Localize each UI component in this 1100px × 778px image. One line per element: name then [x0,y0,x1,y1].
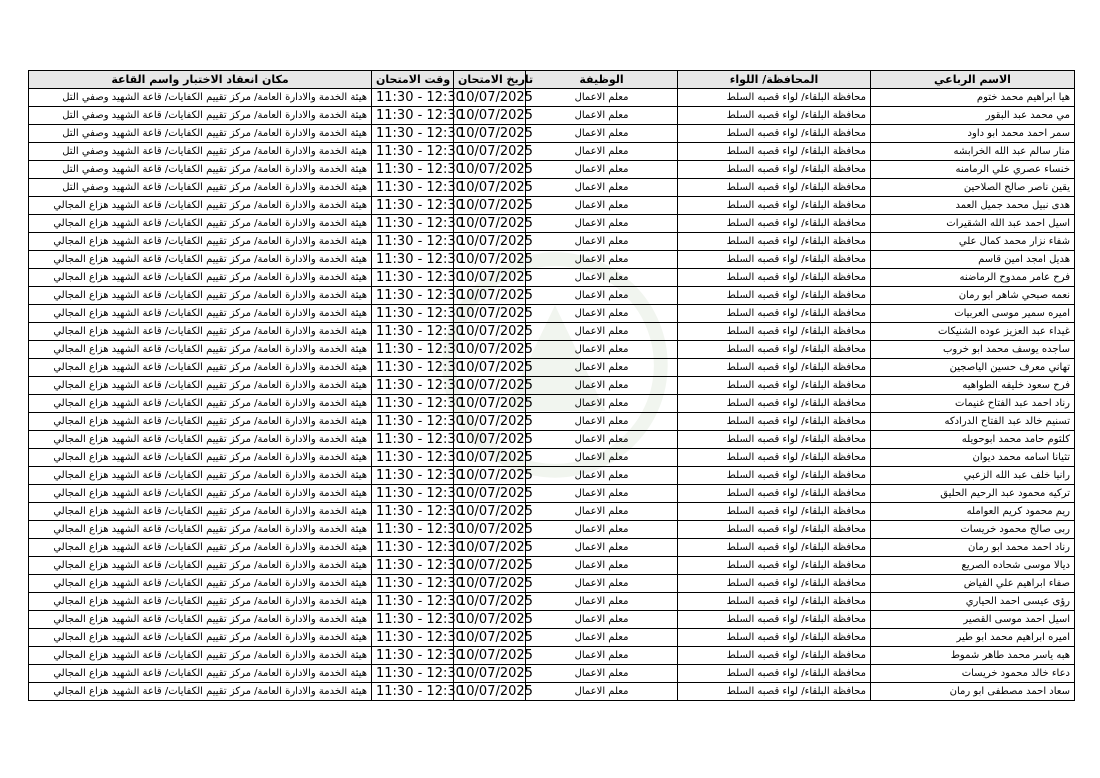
cell-full-name: نعمه صبحي شاهر ابو رمان [871,287,1075,305]
cell-governorate: محافظة البلقاء/ لواء قصبه السلط [678,521,871,539]
cell-job: معلم الاعمال [526,305,678,323]
cell-full-name: اسيل احمد عبد الله الشقيرات [871,215,1075,233]
cell-job: معلم الاعمال [526,449,678,467]
cell-exam-time: 11:30 - 12:30 [372,683,454,701]
cell-exam-time: 11:30 - 12:30 [372,269,454,287]
cell-exam-place: هيئة الخدمة والادارة العامة/ مركز تقييم الكفايات/ قاعة الشهيد هزاع المجالي [29,665,372,683]
cell-full-name: هديل امجد امين قاسم [871,251,1075,269]
cell-full-name: مي محمد عبد البقور [871,107,1075,125]
table-row [29,485,1075,503]
table-row [29,341,1075,359]
cell-exam-date: 10/07/2025 [454,89,526,107]
header-governorate: المحافظة/ اللواء [678,71,871,89]
table-row [29,89,1075,107]
cell-job: معلم الاعمال [526,431,678,449]
table-row [29,575,1075,593]
table-header-row [29,71,1075,89]
cell-exam-place: هيئة الخدمة والادارة العامة/ مركز تقييم الكفايات/ قاعة الشهيد هزاع المجالي [29,683,372,701]
table-row [29,593,1075,611]
cell-exam-date: 10/07/2025 [454,251,526,269]
cell-governorate: محافظة البلقاء/ لواء قصبه السلط [678,269,871,287]
cell-full-name: ريم محمود كريم العوامله [871,503,1075,521]
cell-job: معلم الاعمال [526,89,678,107]
cell-full-name: ربى صالح محمود خريسات [871,521,1075,539]
cell-governorate: محافظة البلقاء/ لواء قصبه السلط [678,107,871,125]
cell-job: معلم الاعمال [526,683,678,701]
table-row [29,503,1075,521]
cell-exam-place: هيئة الخدمة والادارة العامة/ مركز تقييم الكفايات/ قاعة الشهيد هزاع المجالي [29,413,372,431]
cell-exam-date: 10/07/2025 [454,503,526,521]
cell-full-name: ساجده يوسف محمد ابو خروب [871,341,1075,359]
cell-exam-time: 11:30 - 12:30 [372,359,454,377]
cell-governorate: محافظة البلقاء/ لواء قصبه السلط [678,233,871,251]
cell-governorate: محافظة البلقاء/ لواء قصبه السلط [678,89,871,107]
cell-exam-date: 10/07/2025 [454,611,526,629]
cell-exam-place: هيئة الخدمة والادارة العامة/ مركز تقييم الكفايات/ قاعة الشهيد هزاع المجالي [29,611,372,629]
cell-full-name: رناد احمد عبد الفتاح غنيمات [871,395,1075,413]
cell-exam-place: هيئة الخدمة والادارة العامة/ مركز تقييم الكفايات/ قاعة الشهيد هزاع المجالي [29,197,372,215]
table-row [29,215,1075,233]
cell-governorate: محافظة البلقاء/ لواء قصبه السلط [678,431,871,449]
cell-exam-time: 11:30 - 12:30 [372,233,454,251]
cell-full-name: شفاء نزار محمد كمال علي [871,233,1075,251]
cell-job: معلم الاعمال [526,251,678,269]
cell-exam-date: 10/07/2025 [454,575,526,593]
cell-exam-time: 11:30 - 12:30 [372,467,454,485]
cell-job: معلم الاعمال [526,287,678,305]
cell-exam-time: 11:30 - 12:30 [372,251,454,269]
cell-full-name: هيا ابراهيم محمد ختوم [871,89,1075,107]
table-row [29,251,1075,269]
cell-exam-place: هيئة الخدمة والادارة العامة/ مركز تقييم الكفايات/ قاعة الشهيد هزاع المجالي [29,521,372,539]
cell-exam-date: 10/07/2025 [454,665,526,683]
cell-exam-date: 10/07/2025 [454,143,526,161]
cell-full-name: رؤى عيسى احمد الحياري [871,593,1075,611]
header-full-name: الاسم الرباعي [871,71,1075,89]
cell-exam-date: 10/07/2025 [454,629,526,647]
table-row [29,539,1075,557]
cell-exam-date: 10/07/2025 [454,323,526,341]
cell-exam-time: 11:30 - 12:30 [372,161,454,179]
cell-exam-place: هيئة الخدمة والادارة العامة/ مركز تقييم الكفايات/ قاعة الشهيد هزاع المجالي [29,233,372,251]
cell-exam-time: 11:30 - 12:30 [372,485,454,503]
cell-job: معلم الاعمال [526,593,678,611]
cell-exam-date: 10/07/2025 [454,161,526,179]
cell-full-name: رانيا خلف عبد الله الزعبي [871,467,1075,485]
cell-governorate: محافظة البلقاء/ لواء قصبه السلط [678,683,871,701]
cell-exam-date: 10/07/2025 [454,539,526,557]
cell-governorate: محافظة البلقاء/ لواء قصبه السلط [678,341,871,359]
cell-exam-time: 11:30 - 12:30 [372,125,454,143]
table-row [29,233,1075,251]
table-row [29,431,1075,449]
cell-exam-place: هيئة الخدمة والادارة العامة/ مركز تقييم الكفايات/ قاعة الشهيد هزاع المجالي [29,539,372,557]
cell-full-name: منار سالم عبد الله الخرابشه [871,143,1075,161]
cell-job: معلم الاعمال [526,269,678,287]
cell-exam-date: 10/07/2025 [454,305,526,323]
cell-job: معلم الاعمال [526,323,678,341]
cell-exam-time: 11:30 - 12:30 [372,107,454,125]
cell-full-name: تركيه محمود عبد الرحيم الحليق [871,485,1075,503]
cell-exam-place: هيئة الخدمة والادارة العامة/ مركز تقييم الكفايات/ قاعة الشهيد هزاع المجالي [29,593,372,611]
cell-full-name: يقين ناصر صالح الصلاحين [871,179,1075,197]
cell-governorate: محافظة البلقاء/ لواء قصبه السلط [678,377,871,395]
table-row [29,647,1075,665]
cell-exam-date: 10/07/2025 [454,179,526,197]
cell-full-name: تسنيم خالد عبد الفتاح الدرادكه [871,413,1075,431]
cell-job: معلم الاعمال [526,359,678,377]
table-row [29,467,1075,485]
cell-full-name: دعاء خالد محمود خريسات [871,665,1075,683]
cell-governorate: محافظة البلقاء/ لواء قصبه السلط [678,503,871,521]
cell-exam-time: 11:30 - 12:30 [372,341,454,359]
cell-full-name: هدى نبيل محمد جميل العمد [871,197,1075,215]
cell-full-name: كلثوم حامد محمد ابوحويله [871,431,1075,449]
cell-exam-date: 10/07/2025 [454,125,526,143]
table-row [29,449,1075,467]
cell-exam-time: 11:30 - 12:30 [372,503,454,521]
cell-exam-time: 11:30 - 12:30 [372,593,454,611]
cell-governorate: محافظة البلقاء/ لواء قصبه السلط [678,557,871,575]
cell-exam-place: هيئة الخدمة والادارة العامة/ مركز تقييم الكفايات/ قاعة الشهيد وصفي التل [29,143,372,161]
cell-job: معلم الاعمال [526,233,678,251]
cell-governorate: محافظة البلقاء/ لواء قصبه السلط [678,143,871,161]
cell-governorate: محافظة البلقاء/ لواء قصبه السلط [678,251,871,269]
cell-exam-time: 11:30 - 12:30 [372,647,454,665]
cell-full-name: فرح سعود خليفه الطواهيه [871,377,1075,395]
cell-governorate: محافظة البلقاء/ لواء قصبه السلط [678,161,871,179]
cell-exam-place: هيئة الخدمة والادارة العامة/ مركز تقييم الكفايات/ قاعة الشهيد وصفي التل [29,107,372,125]
cell-exam-place: هيئة الخدمة والادارة العامة/ مركز تقييم الكفايات/ قاعة الشهيد وصفي التل [29,161,372,179]
cell-job: معلم الاعمال [526,125,678,143]
cell-job: معلم الاعمال [526,179,678,197]
cell-full-name: اميره ابراهيم محمد ابو طير [871,629,1075,647]
cell-governorate: محافظة البلقاء/ لواء قصبه السلط [678,449,871,467]
cell-job: معلم الاعمال [526,557,678,575]
cell-full-name: اسيل احمد موسى القصير [871,611,1075,629]
cell-exam-time: 11:30 - 12:30 [372,413,454,431]
table-row [29,197,1075,215]
cell-job: معلم الاعمال [526,107,678,125]
cell-full-name: رناد احمد محمد ابو رمان [871,539,1075,557]
cell-exam-place: هيئة الخدمة والادارة العامة/ مركز تقييم الكفايات/ قاعة الشهيد هزاع المجالي [29,449,372,467]
cell-exam-place: هيئة الخدمة والادارة العامة/ مركز تقييم الكفايات/ قاعة الشهيد هزاع المجالي [29,269,372,287]
cell-governorate: محافظة البلقاء/ لواء قصبه السلط [678,593,871,611]
cell-job: معلم الاعمال [526,143,678,161]
cell-governorate: محافظة البلقاء/ لواء قصبه السلط [678,287,871,305]
cell-exam-place: هيئة الخدمة والادارة العامة/ مركز تقييم الكفايات/ قاعة الشهيد هزاع المجالي [29,485,372,503]
table-row [29,161,1075,179]
cell-full-name: صفاء ابراهيم علي الفياض [871,575,1075,593]
cell-exam-time: 11:30 - 12:30 [372,89,454,107]
header-exam-place: مكان انعقاد الاختبار واسم القاعة [29,71,372,89]
table-row [29,107,1075,125]
cell-exam-time: 11:30 - 12:30 [372,197,454,215]
cell-full-name: سعاد احمد مصطفى ابو رمان [871,683,1075,701]
cell-job: معلم الاعمال [526,629,678,647]
cell-exam-place: هيئة الخدمة والادارة العامة/ مركز تقييم الكفايات/ قاعة الشهيد هزاع المجالي [29,377,372,395]
cell-exam-date: 10/07/2025 [454,107,526,125]
cell-full-name: خنساء عصري علي الرمامنه [871,161,1075,179]
cell-governorate: محافظة البلقاء/ لواء قصبه السلط [678,665,871,683]
cell-exam-date: 10/07/2025 [454,557,526,575]
cell-governorate: محافظة البلقاء/ لواء قصبه السلط [678,647,871,665]
cell-exam-date: 10/07/2025 [454,233,526,251]
cell-exam-place: هيئة الخدمة والادارة العامة/ مركز تقييم الكفايات/ قاعة الشهيد هزاع المجالي [29,575,372,593]
cell-exam-date: 10/07/2025 [454,683,526,701]
cell-job: معلم الاعمال [526,467,678,485]
table-row [29,143,1075,161]
table-row [29,269,1075,287]
cell-job: معلم الاعمال [526,647,678,665]
cell-full-name: غيداء عبد العزيز عوده الشنيكات [871,323,1075,341]
table-row [29,179,1075,197]
cell-exam-time: 11:30 - 12:30 [372,179,454,197]
cell-job: معلم الاعمال [526,413,678,431]
cell-exam-date: 10/07/2025 [454,413,526,431]
cell-exam-place: هيئة الخدمة والادارة العامة/ مركز تقييم الكفايات/ قاعة الشهيد هزاع المجالي [29,359,372,377]
cell-exam-date: 10/07/2025 [454,647,526,665]
cell-exam-place: هيئة الخدمة والادارة العامة/ مركز تقييم الكفايات/ قاعة الشهيد هزاع المجالي [29,467,372,485]
cell-exam-place: هيئة الخدمة والادارة العامة/ مركز تقييم الكفايات/ قاعة الشهيد هزاع المجالي [29,251,372,269]
table-row [29,521,1075,539]
header-job: الوظيفة [526,71,678,89]
table-row [29,665,1075,683]
table-row [29,395,1075,413]
cell-exam-date: 10/07/2025 [454,449,526,467]
cell-full-name: تثيانا اسامه محمد ديوان [871,449,1075,467]
cell-exam-date: 10/07/2025 [454,377,526,395]
cell-exam-place: هيئة الخدمة والادارة العامة/ مركز تقييم الكفايات/ قاعة الشهيد هزاع المجالي [29,305,372,323]
cell-exam-time: 11:30 - 12:30 [372,431,454,449]
cell-job: معلم الاعمال [526,161,678,179]
cell-job: معلم الاعمال [526,395,678,413]
table-row [29,323,1075,341]
cell-governorate: محافظة البلقاء/ لواء قصبه السلط [678,395,871,413]
cell-exam-time: 11:30 - 12:30 [372,539,454,557]
cell-governorate: محافظة البلقاء/ لواء قصبه السلط [678,629,871,647]
cell-exam-place: هيئة الخدمة والادارة العامة/ مركز تقييم الكفايات/ قاعة الشهيد هزاع المجالي [29,341,372,359]
cell-exam-time: 11:30 - 12:30 [372,323,454,341]
cell-job: معلم الاعمال [526,575,678,593]
cell-exam-time: 11:30 - 12:30 [372,305,454,323]
cell-job: معلم الاعمال [526,665,678,683]
cell-exam-date: 10/07/2025 [454,197,526,215]
cell-governorate: محافظة البلقاء/ لواء قصبه السلط [678,179,871,197]
table-row [29,305,1075,323]
cell-governorate: محافظة البلقاء/ لواء قصبه السلط [678,575,871,593]
cell-exam-place: هيئة الخدمة والادارة العامة/ مركز تقييم الكفايات/ قاعة الشهيد هزاع المجالي [29,557,372,575]
cell-exam-date: 10/07/2025 [454,431,526,449]
cell-exam-place: هيئة الخدمة والادارة العامة/ مركز تقييم الكفايات/ قاعة الشهيد وصفي التل [29,125,372,143]
cell-exam-time: 11:30 - 12:30 [372,611,454,629]
cell-exam-place: هيئة الخدمة والادارة العامة/ مركز تقييم الكفايات/ قاعة الشهيد هزاع المجالي [29,287,372,305]
cell-job: معلم الاعمال [526,215,678,233]
cell-exam-time: 11:30 - 12:30 [372,557,454,575]
cell-governorate: محافظة البلقاء/ لواء قصبه السلط [678,125,871,143]
cell-governorate: محافظة البلقاء/ لواء قصبه السلط [678,323,871,341]
cell-exam-time: 11:30 - 12:30 [372,521,454,539]
cell-exam-date: 10/07/2025 [454,215,526,233]
cell-exam-place: هيئة الخدمة والادارة العامة/ مركز تقييم الكفايات/ قاعة الشهيد هزاع المجالي [29,323,372,341]
exam-schedule-table [28,70,1075,701]
cell-exam-date: 10/07/2025 [454,593,526,611]
cell-governorate: محافظة البلقاء/ لواء قصبه السلط [678,539,871,557]
cell-exam-time: 11:30 - 12:30 [372,143,454,161]
header-exam-date: تاريخ الامتحان [454,71,526,89]
table-row [29,557,1075,575]
cell-exam-place: هيئة الخدمة والادارة العامة/ مركز تقييم الكفايات/ قاعة الشهيد هزاع المجالي [29,647,372,665]
table-row [29,287,1075,305]
cell-exam-date: 10/07/2025 [454,341,526,359]
cell-governorate: محافظة البلقاء/ لواء قصبه السلط [678,359,871,377]
cell-exam-time: 11:30 - 12:30 [372,449,454,467]
cell-job: معلم الاعمال [526,341,678,359]
cell-exam-date: 10/07/2025 [454,359,526,377]
cell-full-name: اميره سمير موسى العربيات [871,305,1075,323]
cell-governorate: محافظة البلقاء/ لواء قصبه السلط [678,485,871,503]
cell-governorate: محافظة البلقاء/ لواء قصبه السلط [678,611,871,629]
cell-exam-place: هيئة الخدمة والادارة العامة/ مركز تقييم الكفايات/ قاعة الشهيد وصفي التل [29,89,372,107]
cell-job: معلم الاعمال [526,377,678,395]
cell-full-name: تهاني معرف حسين الياصجين [871,359,1075,377]
cell-exam-time: 11:30 - 12:30 [372,395,454,413]
cell-governorate: محافظة البلقاء/ لواء قصبه السلط [678,467,871,485]
cell-exam-place: هيئة الخدمة والادارة العامة/ مركز تقييم الكفايات/ قاعة الشهيد هزاع المجالي [29,431,372,449]
cell-exam-date: 10/07/2025 [454,395,526,413]
cell-exam-time: 11:30 - 12:30 [372,287,454,305]
cell-governorate: محافظة البلقاء/ لواء قصبه السلط [678,215,871,233]
cell-exam-date: 10/07/2025 [454,521,526,539]
cell-full-name: هبه ياسر محمد طاهر شموط [871,647,1075,665]
cell-exam-place: هيئة الخدمة والادارة العامة/ مركز تقييم الكفايات/ قاعة الشهيد هزاع المجالي [29,503,372,521]
cell-full-name: سمر احمد محمد ابو داود [871,125,1075,143]
cell-governorate: محافظة البلقاء/ لواء قصبه السلط [678,413,871,431]
table-row [29,125,1075,143]
cell-exam-date: 10/07/2025 [454,269,526,287]
cell-job: معلم الاعمال [526,521,678,539]
cell-exam-date: 10/07/2025 [454,467,526,485]
table-row [29,377,1075,395]
cell-exam-place: هيئة الخدمة والادارة العامة/ مركز تقييم الكفايات/ قاعة الشهيد هزاع المجالي [29,629,372,647]
cell-governorate: محافظة البلقاء/ لواء قصبه السلط [678,197,871,215]
cell-exam-time: 11:30 - 12:30 [372,629,454,647]
table-row [29,683,1075,701]
cell-job: معلم الاعمال [526,611,678,629]
cell-exam-place: هيئة الخدمة والادارة العامة/ مركز تقييم الكفايات/ قاعة الشهيد هزاع المجالي [29,215,372,233]
cell-exam-date: 10/07/2025 [454,485,526,503]
table-row [29,611,1075,629]
cell-exam-time: 11:30 - 12:30 [372,665,454,683]
cell-job: معلم الاعمال [526,503,678,521]
cell-exam-place: هيئة الخدمة والادارة العامة/ مركز تقييم الكفايات/ قاعة الشهيد هزاع المجالي [29,395,372,413]
cell-governorate: محافظة البلقاء/ لواء قصبه السلط [678,305,871,323]
cell-full-name: فرح عامر ممدوح الرماضنه [871,269,1075,287]
table-row [29,413,1075,431]
table-row [29,359,1075,377]
cell-exam-place: هيئة الخدمة والادارة العامة/ مركز تقييم الكفايات/ قاعة الشهيد وصفي التل [29,179,372,197]
header-exam-time: وقت الامتحان [372,71,454,89]
cell-job: معلم الاعمال [526,485,678,503]
cell-exam-date: 10/07/2025 [454,287,526,305]
table-row [29,629,1075,647]
cell-full-name: ديالا موسى شحاده الصريع [871,557,1075,575]
cell-exam-time: 11:30 - 12:30 [372,215,454,233]
cell-job: معلم الاعمال [526,197,678,215]
cell-exam-time: 11:30 - 12:30 [372,377,454,395]
cell-job: معلم الاعمال [526,539,678,557]
cell-exam-time: 11:30 - 12:30 [372,575,454,593]
